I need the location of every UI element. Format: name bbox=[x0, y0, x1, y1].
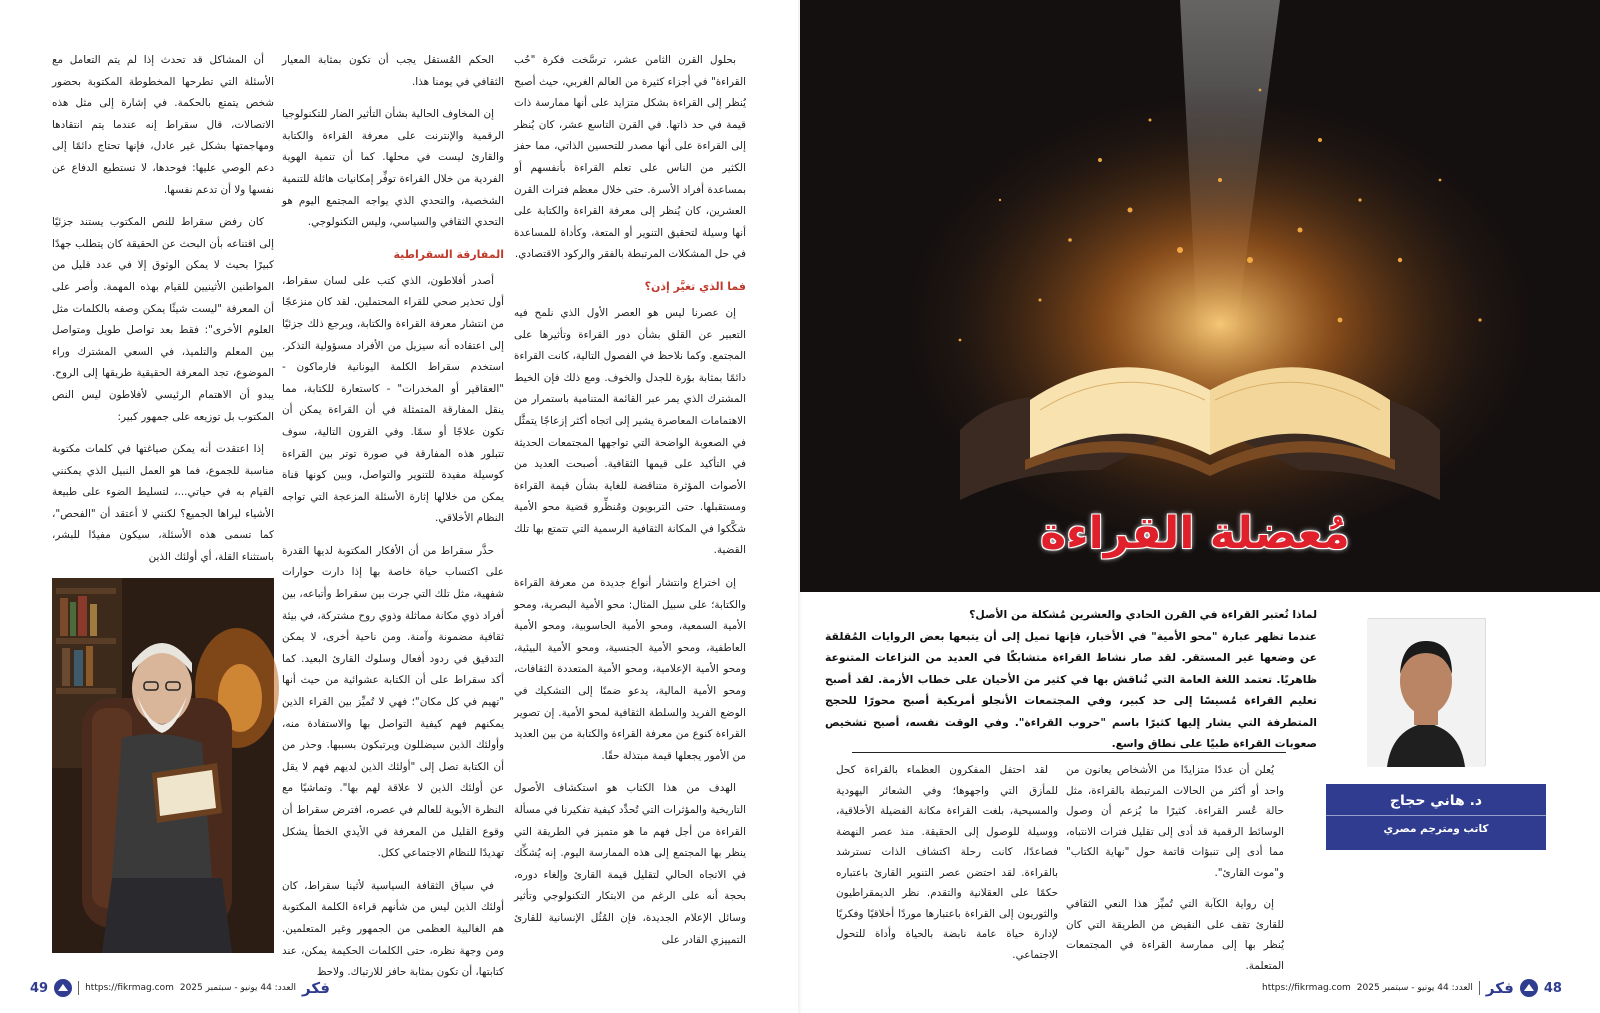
author-role: كاتب ومترجم مصري bbox=[1383, 823, 1489, 835]
article-intro bbox=[825, 604, 1317, 755]
page-number: 48 bbox=[1543, 980, 1562, 996]
column-c bbox=[52, 50, 274, 564]
issue-info: العدد: 44 يونيو - سبتمبر 2025 bbox=[1356, 983, 1473, 993]
paragraph: إذا اعتقدت أنه يمكن صياغتها في كلمات مكتوبة مناسبة للجموع، فما هو العمل النبيل الذي يمكنني القيام به في حياتي...، لتسليط الضوء على طبيعة الأشياء ليراها الجميع؟ لكنني لا أعتقد أن "الفحص"، كما تسمى هذه الأسئلة، سيكون مفيدًا للبشر، باستثناء القلة، أي أولئك الذين bbox=[52, 443, 274, 564]
column-right bbox=[1066, 760, 1284, 972]
subtitle-question: لماذا تُعتبر القراءة في القرن الحادي والعشرين مُشكلة من الأصل؟ bbox=[969, 608, 1317, 621]
divider bbox=[78, 981, 79, 995]
paragraph: في سياق الثقافة السياسية لأثينا سقراط، كان أولئك الذين ليس من شأنهم قراءة الكلمة المكتوبة هم الغالبية العظمى من الجمهور وغير المتعلمين. ومن وجهة نظره، حتى الكلمات الحكيمة يمكن، عند كتابتها، أن تكون بمثابة حافز للارتباك. ولاحظ bbox=[282, 879, 504, 979]
page-48 bbox=[800, 0, 1600, 1013]
brand-name: فكر bbox=[1485, 979, 1514, 997]
paragraph: الحكم المُستقل يجب أن تكون بمثابة المعيار الثقافي في يومنا هذا. bbox=[282, 54, 504, 88]
hero-image bbox=[800, 0, 1600, 592]
page-footer bbox=[1262, 976, 1562, 1000]
paragraph: بحلول القرن الثامن عشر، ترسَّخت فكرة "حُب القراءة" في أجزاء كثيرة من العالم الغربي، حيث أصبح يُنظر إلى القراءة بشكل متزايد على أنها ممارسة ذات قيمة في حد ذاتها. في القرن التاسع عشر، كان يُنظر إلى القراءة على أنها مصدر للتحسين الذاتي، مما حفز الكثير من الناس على تعلم القراءة بأنفسهم أو بمساعدة أفراد الأسرة. حتى خلال معظم فترات القرن العشرين، كان يُنظر إلى معرفة القراءة والكتابة على أنها وسيلة لتحقيق التنوير أو المتعة، وكأداة للمساعدة في حل المشكلات المرتبطة بالفقر والركود الاقتصادي. bbox=[514, 54, 746, 261]
author-card bbox=[1326, 784, 1546, 850]
paragraph: إن عصرنا ليس هو العصر الأول الذي نلمح فيه التعبير عن القلق بشأن دور القراءة وتأثيرها على المجتمع. وكما نلاحظ في الفصول التالية، كانت القراءة دائمًا بمثابة بؤرة للجدل والخوف. ومع ذلك فإن الخيط المشترك الذي يمر عبر القائمة المتنامية باستمرار من الاهتمامات المعاصرة يشير إلى اتجاه أكثر إزعاجًا يتمثَّل في الصعوبة الواضحة التي تواجهها المجتمعات الحديثة في التأكيد على قيمها الثقافية. أصبحت العديد من الأصوات المؤثرة متناقضة للغاية بشأن قيمة القراءة ومستقبلها. حتى التربويون ومُنظِّرو قضية محو الأمية شكَّكوا في المكانة الثقافية الرسمية التي تتمتع بها تلك القضية. bbox=[514, 306, 746, 557]
paragraph: حذَّر سقراط من أن الأفكار المكتوبة لديها القدرة على اكتساب حياة خاصة بها إذا دارت حوارات شفهية، مثل تلك التي جرت بين سقراط وأتباعه، بين أفراد ذوي مكانة مماثلة وذوي روح مشتركة، في بيئة ثقافية مضمونة وآمنة. ومن ناحية أخرى، لا يمكن التدقيق في ردود أفعال وسلوك القارئ البعيد. كما أكد سقراط على أن الكتابة عشوائية من حيث أنها "تهيم في كل مكان"؛ فهي لا تُميِّز بين القراء الذين يمكنهم فهم كيفية التواصل بها والاستفادة منه، وأولئك الذين سيضللون ويرتبكون بسببها. وحذر من أن الكتابة تصل إلى "أولئك الذين لديهم فهم لا يقل عن أولئك الذين لا علاقة لهم بها". وتماشيًا مع النظرة الأبوية للعالم في عصره، افترض سقراط أن وقوع القليل من المعرفة في الأيدي الخطأ يشكل تهديدًا للنظام الاجتماعي ككل. bbox=[282, 544, 504, 860]
site-url[interactable]: https://fikrmag.com bbox=[85, 983, 174, 993]
page-footer bbox=[30, 976, 330, 1000]
paragraph: إن المخاوف الحالية بشأن التأثير الضار للتكنولوجيا الرقمية والإنترنت على معرفة القراءة والكتابة والقارئ ليست في محلها. كما أن تنمية الهوية الفردية من خلال القراءة توفِّر إمكانيات هائلة للتنمية الشخصية، والتحدي الذي يواجه المجتمع اليوم هو التحدي الثقافي والسياسي، وليس التكنولوجي. bbox=[282, 108, 504, 229]
author-name: د. هاني حجاج bbox=[1389, 793, 1483, 809]
column-left bbox=[836, 760, 1058, 960]
glowing-book-icon bbox=[800, 0, 1600, 592]
paragraph: إن رواية الكآبة التي تُميِّز هذا النعي الثقافي للقارئ تقف على النقيض من الطريقة التي كان يُنظر بها إلى ممارسة القراءة في المجتمعات المتعلمة. bbox=[1066, 898, 1284, 972]
paragraph: كان رفض سقراط للنص المكتوب يستند جزئيًا إلى اقتناعه بأن البحث عن الحقيقة كان يتطلب جهدًا كبيرًا بحيث لا يمكن الوثوق إلا في عدد قليل من المواطنين الأثينيين للقيام بهذه المهمة. وأصر على أن المعرفة "ليست شيئًا يمكن وصفه بالكلمات مثل العلوم الأخرى": فقط بعد تواصل طويل ومتواصل بين المعلم والتلميذ، في السعي المشترك وراء الموضوع، تجد المعرفة الحقيقية طريقها إلى الروح. يبدو أن الاهتمام الرئيسي لأفلاطون ليس النص المكتوب بل توزيعه على جمهور كبير: bbox=[52, 216, 274, 423]
section-heading: المفارقة السقراطية bbox=[393, 247, 504, 261]
intro-text: عندما تظهر عبارة "محو الأمية" في الأخبار، فإنها تميل إلى أن يتبعها بعض الروايات المُقلقة عن وضعها غير المستقر. لقد صار نشاط القراءة متشابكًا في العديد من النزاعات المتنوعة ظاهريًا. تعتمد اللغة العامة التي تُناقش بها في كثير من الأحيان على خطاب الأزمة. لقد أصبح تعليم القراءة مُسيسًا إلى حد كبير، وفي المجتمعات الأنجلو أمريكية أصبح محورًا للحجج المتطرفة التي يشار إليها كثيرًا باسم "حروب القراءة". وفي الوقت نفسه، أصبح تشخيص صعوبات القراءة طبيًا على نطاق واسع. bbox=[825, 629, 1317, 750]
paragraph: أن المشاكل قد تحدث إذا لم يتم التعامل مع الأسئلة التي تطرحها المخطوطة المكتوبة بحضور شخص يتمتع بالحكمة. في إشارة إلى مثل هذه الاتصالات، قال سقراط إنه عندما يتم انتقادها ومهاجمتها بشكل غير عادل، فإنها تحتاج دائمًا إلى دعم الوصي عليها: فوحدها، لا تستطيع الدفاع عن نفسها ولا أن تدعم نفسها. bbox=[52, 54, 274, 196]
paragraph: إن اختراع وانتشار أنواع جديدة من معرفة القراءة والكتابة؛ على سبيل المثال: محو الأمية البصرية، ومحو الأمية السمعية، ومحو الأمية الحاسوبية، ومحو الأمية العاطفية، ومحو الأمية الجنسية، ومحو الأمية البيئية، ومحو الأمية الإعلامية، ومحو الأمية المتعددة الثقافات، ومحو الأمية المالية، يدعو ضمنًا إلى التشكيك في الوضع الفريد والسلطة الثقافية لمحو الأمية. إن تصوير القراءة كنوع من معرفة القراءة والكتابة من بين العديد من الأمور يجعلها قيمة مبتذلة حقًا. bbox=[514, 577, 746, 762]
site-url[interactable]: https://fikrmag.com bbox=[1262, 983, 1351, 993]
divider bbox=[1479, 981, 1480, 995]
brand-name: فكر bbox=[302, 979, 330, 997]
paragraph: لقد احتفل المفكرون العظماء بالقراءة كحل للمأزق التي واجهوها؛ وفي الشعائر اليهودية والمسيحية، بلغت القراءة مكانة الفضيلة الأخلاقية، ووسيلة للوصول إلى الحقيقة. منذ عصر النهضة فصاعدًا، كانت رحلة اكتشاف الذات تسترشد بالقراءة. لقد احتضن عصر التنوير القارئ باعتباره حكمًا على العقلانية والتقدم. نظر الديمقراطيون والثوريون إلى القراءة باعتبارها موردًا أخلاقيًا وفكريًا لإدارة حياة عامة نابضة بالحياة وأداة للتحول الاجتماعي. bbox=[836, 764, 1058, 961]
column-a bbox=[514, 50, 746, 955]
issue-info: العدد: 44 يونيو - سبتمبر 2025 bbox=[179, 983, 297, 993]
paragraph: أصدر أفلاطون، الذي كتب على لسان سقراط، أول تحذير صحي للقراء المحتملين. لقد كان منزعجًا من انتشار معرفة القراءة والكتابة، ويرجع ذلك جزئيًا إلى اعتقاده أنه سيزيل من الأفراد مسؤولية التذكر. استخدم سقراط الكلمة اليونانية فارماكون - "العقاقير أو المخدرات" - كاستعارة للكتابة، مما ينقل المفارقة المتمثلة في أن القراءة يمكن أن تكون علاجًا أو سمًا. وفي القرون التالية، سوف تتبلور هذه المفارقة في صورة توتر بين القراءة كوسيلة مفيدة للتنوير والتواصل، وبين كونها قناة يمكن من خلالها إثارة الأسئلة المزعجة التي تواجه النظام الأخلاقي. bbox=[282, 274, 504, 525]
elderly-reader-illustration bbox=[52, 578, 274, 953]
reader-scene-icon bbox=[52, 578, 274, 953]
paragraph: يُعلن أن عددًا متزايدًا من الأشخاص يعانون من واحد أو أكثر من الحالات المرتبطة بالقراءة، مثل حالة عُسر القراءة. كثيرًا ما يُزعم أن وصول الوسائط الرقمية قد أدى إلى تقليل فترات الانتباه، مما أدى إلى تنبؤات قاتمة حول "نهاية الكتاب" و"موت القارئ". bbox=[1066, 764, 1284, 879]
fikr-logo-icon bbox=[1520, 979, 1538, 997]
divider bbox=[852, 752, 1286, 753]
section-heading: فما الذي تغيَّر إذن؟ bbox=[644, 279, 746, 293]
article-title: مُعضلة القراءة bbox=[1040, 508, 1350, 559]
page-number: 49 bbox=[30, 980, 49, 996]
column-b bbox=[282, 50, 504, 979]
paragraph: الهدف من هذا الكتاب هو استكشاف الأصول التاريخية والمؤثرات التي تُحدِّد كيفية تفكيرنا في مسألة القراءة من أجل فهم ما هو متميز في الطريقة التي ينظر بها المجتمع إلى هذه الممارسة اليوم. إنه يُشكِّك في الاتجاه الحالي لتقليل قيمة القارئ وإلغاء دوره، بحجة أنه على الرغم من الابتكار التكنولوجي وتأثير وسائل الإعلام الجديدة، فإن المُثُل الإنسانية للقارئ التمييزي القادر على bbox=[514, 782, 746, 946]
fikr-logo-icon bbox=[54, 979, 72, 997]
avatar-icon bbox=[1367, 619, 1485, 767]
author-photo bbox=[1368, 618, 1486, 766]
